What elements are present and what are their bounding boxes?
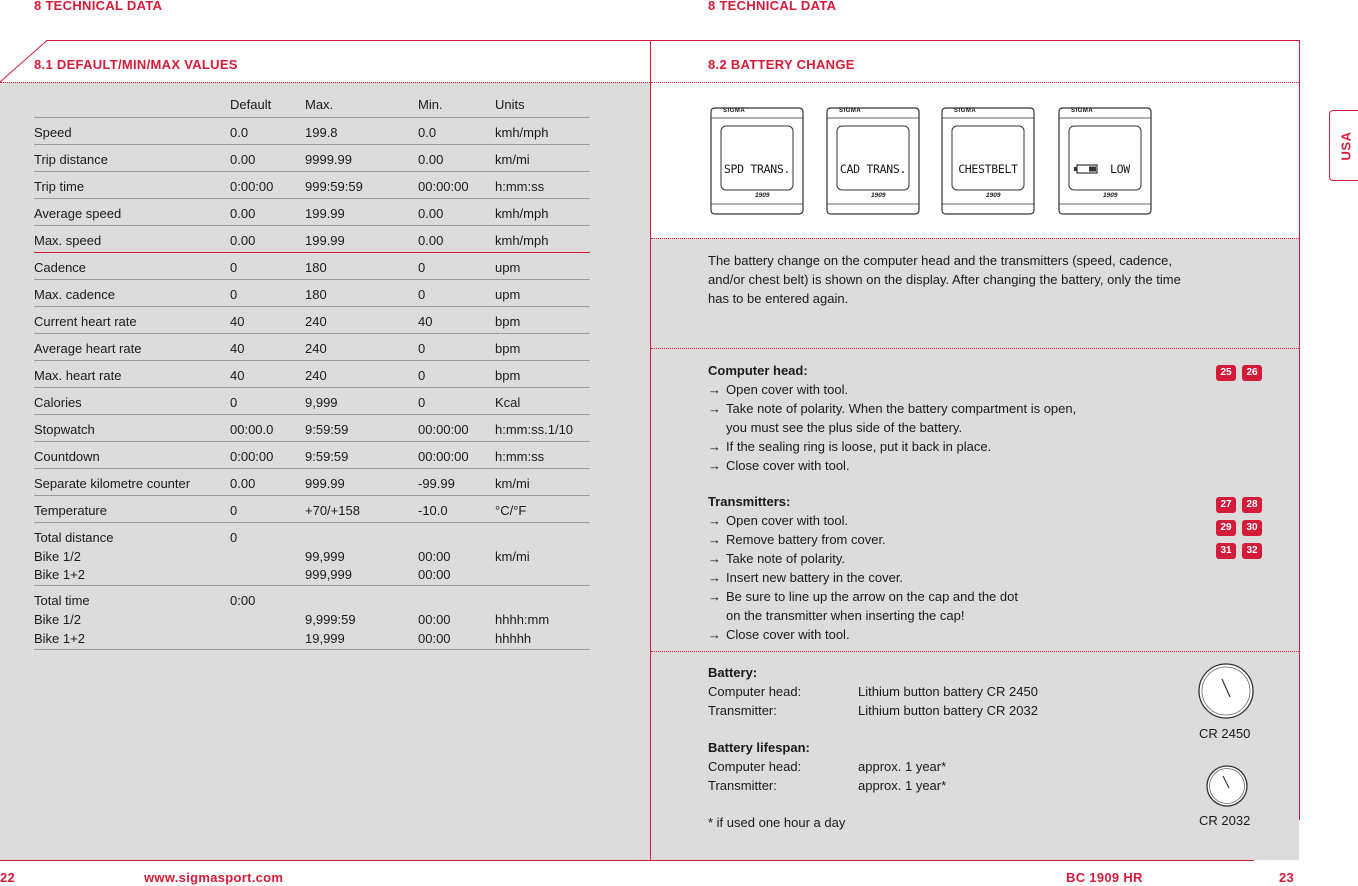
- list-item: [708, 549, 1188, 568]
- figure-badge: 27: [1216, 497, 1236, 513]
- arrow-icon: →: [708, 382, 721, 397]
- section-title-battery-change: 8.2 BATTERY CHANGE: [708, 57, 855, 72]
- coin-cell-2032-icon: [1205, 764, 1249, 808]
- table-cell: 240: [305, 368, 327, 383]
- cell: Bike 1/2: [34, 549, 81, 564]
- table-cell: h:mm:ss.1/10: [495, 422, 574, 437]
- arrow-icon: →: [708, 532, 721, 547]
- cell: Bike 1/2: [34, 612, 81, 627]
- tab-label: USA: [1338, 131, 1353, 160]
- table-cell: Calories: [34, 395, 82, 410]
- display-brand: SIGMA: [723, 108, 746, 114]
- table-row: [34, 199, 590, 226]
- section-title-default-min-max: 8.1 DEFAULT/MIN/MAX VALUES: [34, 57, 238, 72]
- list-item: [708, 399, 1188, 437]
- list-item: [708, 437, 1188, 456]
- battery-transmitter-value: Lithium button battery CR 2032: [858, 703, 1038, 718]
- frame-bottom-line: [0, 860, 1254, 861]
- table-cell: bpm: [495, 341, 521, 356]
- lifespan-head-label: Computer head:: [708, 759, 802, 774]
- arrow-icon: →: [708, 589, 721, 604]
- list-item: [708, 456, 1188, 475]
- arrow-icon: →: [708, 458, 721, 473]
- product-name: BC 1909 HR: [1066, 870, 1143, 885]
- table-row-total-distance: [34, 523, 590, 586]
- table-row: [34, 415, 590, 442]
- display-frame: [940, 106, 1036, 216]
- table-cell: Stopwatch: [34, 422, 95, 437]
- cycle-computer-display: [709, 106, 805, 216]
- transmitters-section: [708, 492, 1188, 644]
- divider: [651, 82, 1299, 83]
- table-cell: 9999.99: [305, 152, 352, 167]
- table-cell: bpm: [495, 314, 521, 329]
- step-text: Insert new battery in the cover.: [726, 570, 904, 585]
- table-cell: 0.0: [230, 125, 249, 140]
- arrow-icon: →: [708, 570, 721, 585]
- table-cell: upm: [495, 287, 521, 302]
- values-table: [34, 91, 590, 650]
- table-cell: h:mm:ss: [495, 449, 545, 464]
- table-cell: h:mm:ss: [495, 179, 545, 194]
- table-cell: 199.8: [305, 125, 338, 140]
- coin-cell-2450-label: CR 2450: [1199, 726, 1251, 741]
- table-row: [34, 307, 590, 334]
- cycle-computer-display: [825, 106, 921, 216]
- table-cell: 40: [230, 368, 245, 383]
- table-cell: Countdown: [34, 449, 100, 464]
- step-text: Close cover with tool.: [726, 627, 850, 642]
- table-cell: 0: [418, 260, 426, 275]
- cell: 0:00: [230, 593, 256, 608]
- battery-head-label: Computer head:: [708, 684, 802, 699]
- left-page-number: 22: [0, 870, 16, 885]
- table-cell: Max. heart rate: [34, 368, 122, 383]
- figure-badge: 30: [1242, 520, 1262, 536]
- figure-badge: 28: [1242, 497, 1262, 513]
- cell: 00:00: [418, 631, 451, 646]
- table-cell: 00:00:00: [418, 179, 469, 194]
- table-cell: Max. speed: [34, 233, 102, 248]
- arrow-icon: →: [708, 513, 721, 528]
- table-cell: 0: [230, 503, 238, 518]
- figure-badge: 32: [1242, 543, 1262, 559]
- table-row: [34, 334, 590, 361]
- table-row: [34, 388, 590, 415]
- list-item: [708, 568, 1188, 587]
- col-max: Max.: [305, 97, 334, 112]
- table-cell: Separate kilometre counter: [34, 476, 191, 491]
- table-cell: kmh/mph: [495, 233, 549, 248]
- display-frame: [709, 106, 805, 216]
- computer-head-title: Computer head:: [708, 363, 808, 378]
- table-cell: 240: [305, 341, 327, 356]
- intro-line: has to be entered again.: [708, 291, 849, 306]
- table-cell: 9,999: [305, 395, 338, 410]
- table-cell: 9:59:59: [305, 449, 349, 464]
- table-cell: 40: [230, 314, 245, 329]
- left-divider: [0, 82, 650, 83]
- step-text: you must see the plus side of the battery.: [726, 420, 963, 435]
- language-tab-usa[interactable]: [1329, 110, 1358, 181]
- intro-line: and/or chest belt) is shown on the display. After changing the battery, only the time: [708, 272, 1181, 287]
- table-cell: 999:59:59: [305, 179, 363, 194]
- step-text: Take note of polarity.: [726, 551, 845, 566]
- coin-cell-2450-icon: [1197, 662, 1255, 720]
- lifespan-title: Battery lifespan:: [708, 740, 810, 755]
- battery-title: Battery:: [708, 665, 758, 680]
- display-text: CHESTBELT: [958, 162, 1018, 176]
- table-row: [34, 361, 590, 388]
- col-min: Min.: [418, 97, 443, 112]
- computer-head-section: [708, 361, 1188, 475]
- table-cell: 0.00: [230, 476, 256, 491]
- battery-transmitter-label: Transmitter:: [708, 703, 777, 718]
- table-cell: 0.00: [230, 152, 256, 167]
- table-cell: km/mi: [495, 152, 530, 167]
- table-cell: 40: [230, 341, 245, 356]
- table-cell: 40: [418, 314, 433, 329]
- transmitters-title: Transmitters:: [708, 494, 791, 509]
- table-cell: 240: [305, 314, 327, 329]
- divider: [651, 348, 1299, 349]
- table-cell: Average speed: [34, 206, 122, 221]
- table-row: [34, 280, 590, 307]
- right-page-header: 8 TECHNICAL DATA: [708, 0, 837, 13]
- cell: 00:00: [418, 549, 451, 564]
- table-cell: 0.00: [418, 233, 444, 248]
- table-row: [34, 172, 590, 199]
- table-row: [34, 469, 590, 496]
- table-cell: Kcal: [495, 395, 521, 410]
- table-cell: 0: [418, 287, 426, 302]
- table-cell: 00:00.0: [230, 422, 274, 437]
- left-page-header: 8 TECHNICAL DATA: [34, 0, 163, 13]
- display-text: SPD TRANS.: [723, 162, 791, 176]
- step-text: Be sure to line up the arrow on the cap and the dot: [726, 589, 1018, 604]
- arrow-icon: →: [708, 551, 721, 566]
- display-model: 1909: [755, 192, 770, 199]
- figure-badge: 31: [1216, 543, 1236, 559]
- table-cell: km/mi: [495, 476, 530, 491]
- display-text: CAD TRANS.: [839, 162, 907, 176]
- table-cell: -99.99: [418, 476, 455, 491]
- footnote: * if used one hour a day: [708, 815, 846, 830]
- table-cell: 0: [230, 395, 238, 410]
- cell: km/mi: [495, 549, 530, 564]
- table-cell: 0: [230, 287, 238, 302]
- display-model: 1909: [986, 192, 1001, 199]
- table-cell: 00:00:00: [418, 449, 469, 464]
- table-cell: 0.0: [418, 125, 437, 140]
- table-cell: 0: [418, 395, 426, 410]
- display-text: LOW: [1110, 162, 1130, 176]
- list-item: [708, 511, 1188, 530]
- figure-badge: 26: [1242, 365, 1262, 381]
- table-cell: kmh/mph: [495, 125, 549, 140]
- frame-top-line: [46, 40, 1300, 41]
- table-cell: Current heart rate: [34, 314, 137, 329]
- table-cell: 0:00:00: [230, 179, 274, 194]
- table-cell: 00:00:00: [418, 422, 469, 437]
- table-cell: Average heart rate: [34, 341, 142, 356]
- list-item: [708, 530, 1188, 549]
- cell: hhhh:mm: [495, 612, 550, 627]
- table-row: [34, 496, 590, 523]
- step-text: Close cover with tool.: [726, 458, 850, 473]
- cell: 9,999:59: [305, 612, 356, 627]
- lifespan-transmitter-value: approx. 1 year*: [858, 778, 947, 793]
- table-cell: 0:00:00: [230, 449, 274, 464]
- figure-badge: 25: [1216, 365, 1236, 381]
- lifespan-head-value: approx. 1 year*: [858, 759, 947, 774]
- list-item: [708, 587, 1188, 625]
- cell: 0: [230, 530, 238, 545]
- cell: Bike 1+2: [34, 567, 85, 582]
- step-text: If the sealing ring is loose, put it back in place.: [726, 439, 992, 454]
- cell: 00:00: [418, 612, 451, 627]
- col-units: Units: [495, 97, 525, 112]
- display-frame: [1057, 106, 1153, 216]
- table-cell: Trip distance: [34, 152, 108, 167]
- cell: Total distance: [34, 530, 114, 545]
- divider: [651, 238, 1299, 239]
- table-cell: bpm: [495, 368, 521, 383]
- intro-line: The battery change on the computer head and the transmitters (speed, cadence,: [708, 253, 1172, 268]
- cell: 999,999: [305, 567, 352, 582]
- display-brand: SIGMA: [954, 108, 977, 114]
- cycle-computer-display: [940, 106, 1036, 216]
- step-text: Remove battery from cover.: [726, 532, 886, 547]
- table-cell: Trip time: [34, 179, 85, 194]
- step-text: Take note of polarity. When the battery compartment is open,: [726, 401, 1077, 416]
- table-cell: Cadence: [34, 260, 87, 275]
- step-text: on the transmitter when inserting the cap!: [726, 608, 965, 623]
- table-row: [34, 118, 590, 145]
- table-cell: 999.99: [305, 476, 345, 491]
- table-cell: 0.00: [230, 233, 256, 248]
- table-cell: 0.00: [418, 206, 444, 221]
- table-row: [34, 253, 590, 280]
- table-cell: kmh/mph: [495, 206, 549, 221]
- arrow-icon: →: [708, 627, 721, 642]
- step-text: Open cover with tool.: [726, 382, 849, 397]
- frame-right-line: [1299, 40, 1300, 820]
- display-model: 1909: [871, 192, 886, 199]
- table-cell: 0.00: [230, 206, 256, 221]
- table-cell: Speed: [34, 125, 72, 140]
- right-page-number: 23: [1279, 870, 1295, 885]
- table-cell: °C/°F: [495, 503, 527, 518]
- display-brand: SIGMA: [839, 108, 862, 114]
- table-cell: -10.0: [418, 503, 448, 518]
- cell: hhhhh: [495, 631, 532, 646]
- coin-cell-2032-label: CR 2032: [1199, 813, 1251, 828]
- arrow-icon: →: [708, 439, 721, 454]
- list-item: [708, 380, 1188, 399]
- cell: Total time: [34, 593, 90, 608]
- step-text: Open cover with tool.: [726, 513, 849, 528]
- table-row: [34, 145, 590, 172]
- table-row: [34, 226, 590, 253]
- cell: Bike 1+2: [34, 631, 85, 646]
- table-cell: 199.99: [305, 233, 345, 248]
- lifespan-transmitter-label: Transmitter:: [708, 778, 777, 793]
- cell: 99,999: [305, 549, 345, 564]
- divider: [651, 651, 1299, 652]
- display-frame: [825, 106, 921, 216]
- figure-badge: 29: [1216, 520, 1236, 536]
- list-item: [708, 625, 1188, 644]
- arrow-icon: →: [708, 401, 721, 416]
- table-cell: 0: [418, 341, 426, 356]
- table-row: [34, 442, 590, 469]
- website-link[interactable]: www.sigmasport.com: [144, 870, 284, 885]
- table-header-row: [34, 91, 590, 118]
- table-cell: 9:59:59: [305, 422, 349, 437]
- display-model: 1909: [1103, 192, 1118, 199]
- table-cell: 180: [305, 260, 327, 275]
- table-cell: 0: [418, 368, 426, 383]
- table-cell: upm: [495, 260, 521, 275]
- table-cell: 180: [305, 287, 327, 302]
- table-cell: 0: [230, 260, 238, 275]
- table-row-total-time: [34, 586, 590, 650]
- cycle-computer-display: [1057, 106, 1153, 216]
- table-cell: +70/+158: [305, 503, 360, 518]
- battery-head-value: Lithium button battery CR 2450: [858, 684, 1038, 699]
- table-cell: 199.99: [305, 206, 345, 221]
- col-default: Default: [230, 97, 272, 112]
- table-cell: 0.00: [418, 152, 444, 167]
- cell: 19,999: [305, 631, 345, 646]
- table-cell: Temperature: [34, 503, 107, 518]
- display-brand: SIGMA: [1071, 108, 1094, 114]
- table-cell: Max. cadence: [34, 287, 115, 302]
- cell: 00:00: [418, 567, 451, 582]
- intro-text: [708, 251, 1268, 308]
